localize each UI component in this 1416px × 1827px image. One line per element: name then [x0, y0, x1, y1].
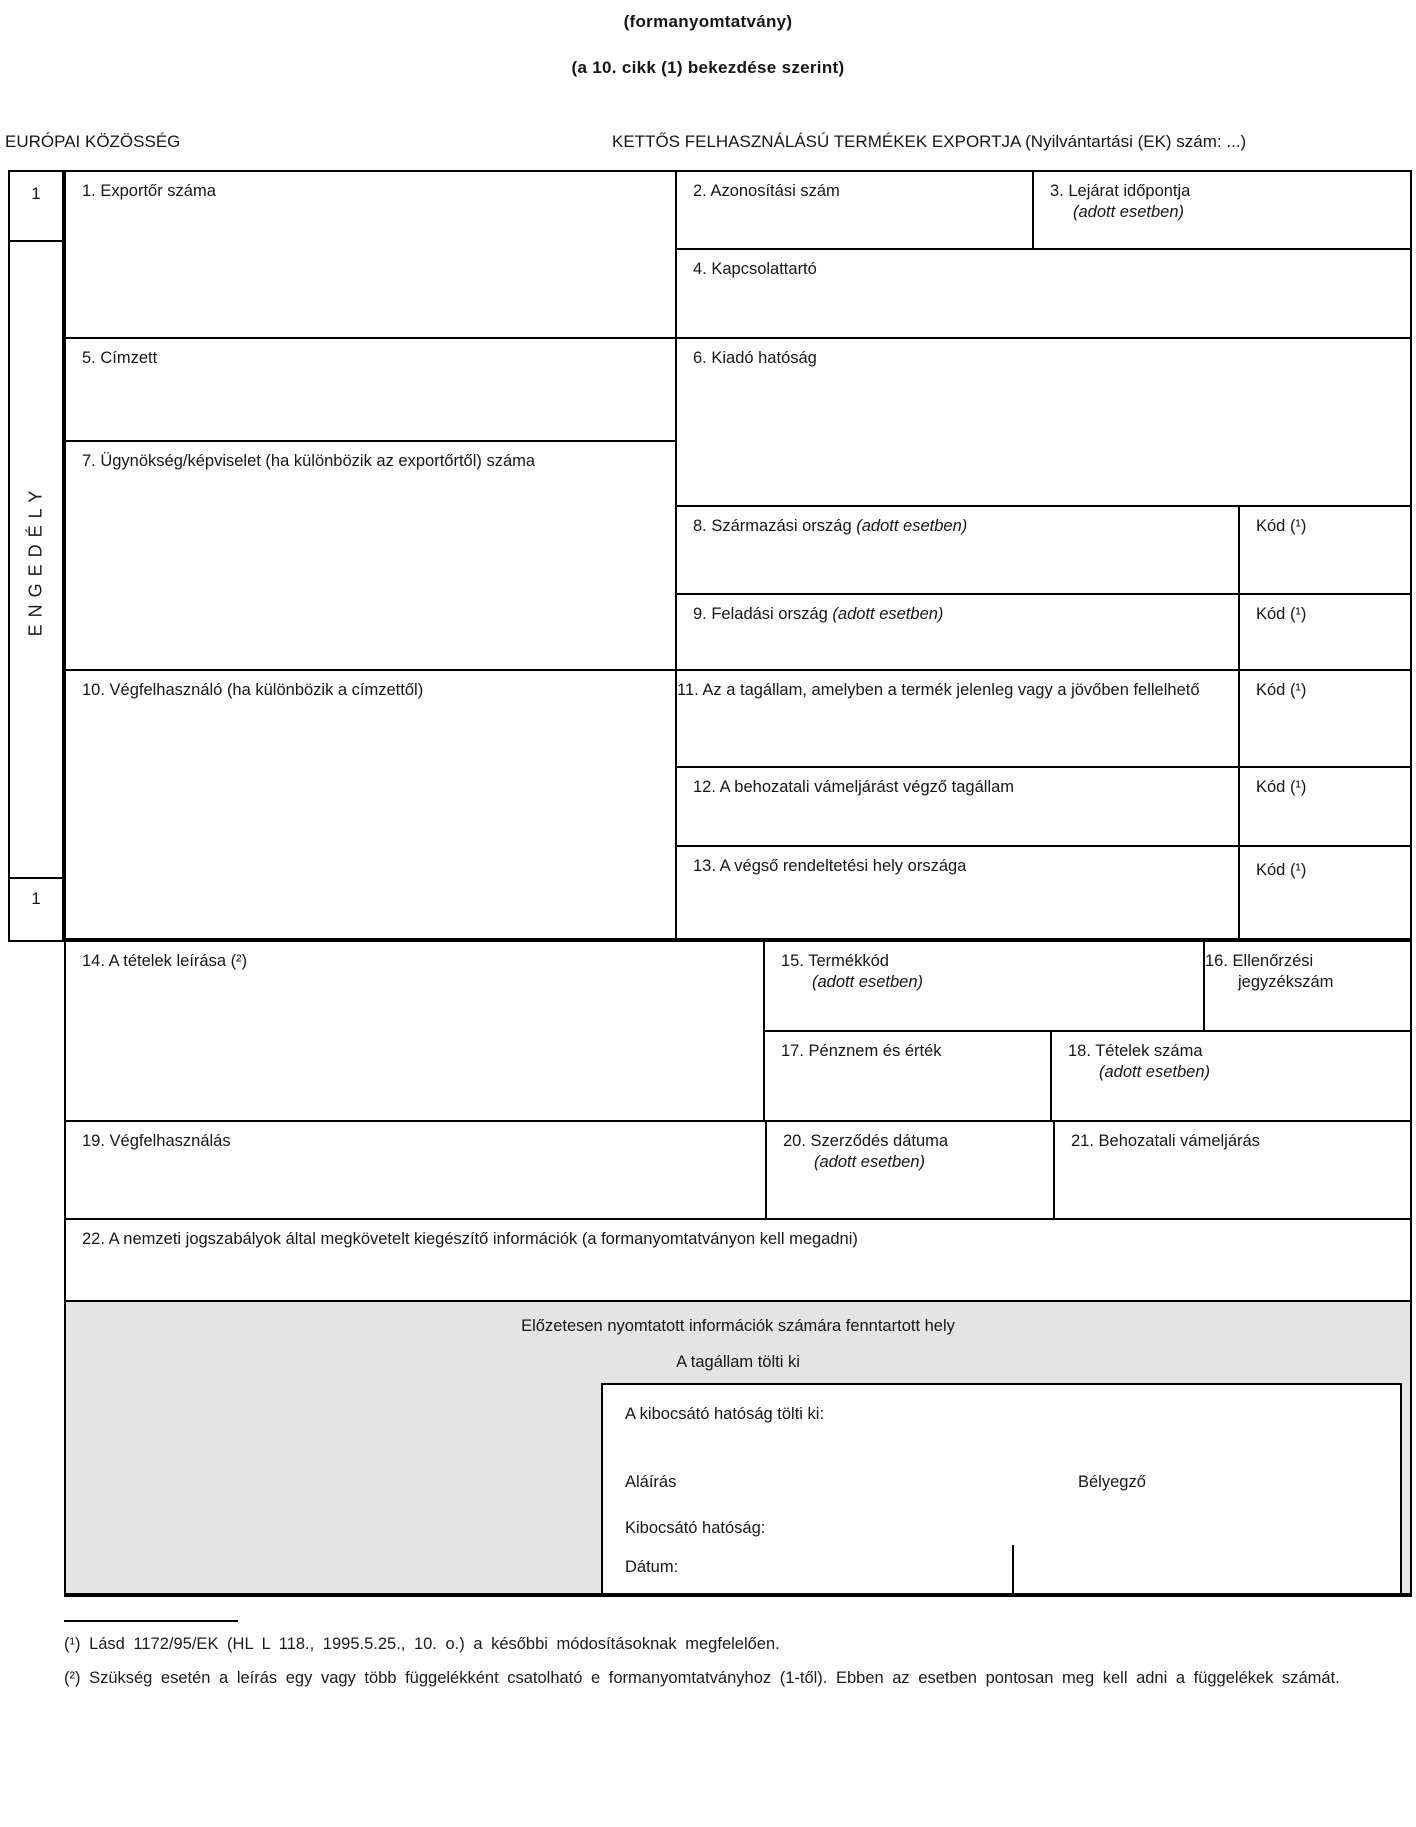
- box-11-code: [1238, 669, 1412, 768]
- stamp-label: Bélyegző: [1078, 1473, 1146, 1491]
- box-1-exporter-number: [64, 170, 677, 339]
- box-19-end-use: [64, 1120, 767, 1220]
- form-title: KETTŐS FELHASZNÁLÁSÚ TERMÉKEK EXPORTJA (Nyilvántartási (EK) szám: ...): [612, 132, 1247, 151]
- issuing-authority-label: Kibocsátó hatóság:: [625, 1519, 766, 1537]
- box-13-code: [1238, 845, 1412, 942]
- box-12-label: 12. A behozatali vámeljárást végző tagállam: [693, 778, 1015, 796]
- box-18-note: (adott esetben): [1099, 1063, 1210, 1082]
- copy-number-box-bottom: [8, 877, 64, 942]
- box-20-label: 20. Szerződés dátuma: [783, 1132, 949, 1150]
- box-3-label: 3. Lejárat időpontja: [1050, 182, 1191, 200]
- form-note-title: (formanyomtatvány): [623, 12, 793, 31]
- box-8-code: [1238, 505, 1412, 595]
- box-18-label: 18. Tételek száma: [1068, 1042, 1203, 1060]
- box-11-member-state-location: [675, 669, 1240, 768]
- box-16-control-list-number: [1203, 940, 1412, 1032]
- box-9-country-of-dispatch: [675, 593, 1240, 671]
- box-14-item-description: [64, 940, 765, 1122]
- footnotes-block: [64, 1632, 1416, 1700]
- box-4-contact-person: [675, 248, 1412, 339]
- footnote-1: (¹) Lásd 1172/95/EK (HL L 118., 1995.5.25., 10. o.) a későbbi módosításoknak megfelelően.: [64, 1635, 780, 1653]
- box-15-product-code: [763, 940, 1205, 1032]
- copy-number-top: 1: [31, 184, 41, 203]
- box-11-label: 11. Az a tagállam, amelyben a termék jelenleg vagy a jövőben fellelhető: [677, 681, 1200, 699]
- footnote-separator-rule: [64, 1620, 238, 1622]
- box-11-code-label: Kód (¹): [1256, 681, 1307, 699]
- date-label: Dátum:: [625, 1558, 679, 1576]
- box-17-label: 17. Pénznem és érték: [781, 1042, 942, 1060]
- licence-side-strip: [8, 240, 64, 879]
- box-7-label: 7. Ügynökség/képviselet (ha különbözik az exportőrtől) száma: [82, 452, 536, 470]
- box-12-code: [1238, 766, 1412, 847]
- article-reference: (a 10. cikk (1) bekezdése szerint): [571, 58, 845, 77]
- box-18-number-of-items: [1050, 1030, 1412, 1122]
- box-4-label: 4. Kapcsolattartó: [693, 260, 817, 278]
- box-13-final-destination-country: [675, 845, 1240, 942]
- issuer-title: A kibocsátó hatóság tölti ki:: [625, 1405, 825, 1423]
- copy-number-bottom: 1: [31, 889, 41, 908]
- box-13-code-label: Kód (¹): [1256, 861, 1307, 879]
- box-14-label: 14. A tételek leírása (²): [82, 952, 248, 970]
- box-16-label: 16. Ellenőrzési jegyzékszám: [1205, 952, 1334, 992]
- box-20-note: (adott esetben): [814, 1153, 925, 1172]
- box-21-import-customs-procedure: [1053, 1120, 1412, 1220]
- member-state-fills-text: A tagállam tölti ki: [676, 1353, 800, 1371]
- licence-vertical-label: ENGEDÉLY: [25, 483, 46, 636]
- footnote-2: (²) Szükség esetén a leírás egy vagy több függelékként csatolható e formanyomtatványhoz (1-től). Ebben az esetben pontosan meg kell adni a függelékek számát.: [64, 1668, 1340, 1687]
- heavy-rule-lower: [64, 1593, 1412, 1597]
- box-6-label: 6. Kiadó hatóság: [693, 349, 817, 367]
- box-13-label: 13. A végső rendeltetési hely országa: [693, 857, 967, 875]
- box-8-note: (adott esetben): [856, 517, 968, 535]
- box-3-expiry-date: [1032, 170, 1412, 250]
- box-22-label: 22. A nemzeti jogszabályok által megkövetelt kiegészítő információk (a formanyomtatványon kell megadni): [82, 1230, 858, 1248]
- box-15-label: 15. Termékkód: [781, 952, 889, 970]
- box-7-agent-representative: [64, 440, 677, 671]
- box-5-consignee: [64, 337, 677, 442]
- box-9-note: (adott esetben): [832, 605, 944, 623]
- box-10-label: 10. Végfelhasználó (ha különbözik a címzettől): [82, 681, 424, 699]
- box-8-country-of-origin: [675, 505, 1240, 595]
- box-5-label: 5. Címzett: [82, 349, 158, 367]
- box-3-note: (adott esetben): [1073, 203, 1184, 222]
- box-22-additional-information: [64, 1218, 1412, 1302]
- preprinted-reserved-text: Előzetesen nyomtatott információk számára fenntartott hely: [521, 1317, 955, 1335]
- box-12-import-customs-member-state: [675, 766, 1240, 847]
- box-9-code-label: Kód (¹): [1256, 605, 1307, 623]
- box-9-code: [1238, 593, 1412, 671]
- box-15-note: (adott esetben): [812, 973, 923, 992]
- signature-label: Aláírás: [625, 1473, 677, 1491]
- box-21-label: 21. Behozatali vámeljárás: [1071, 1132, 1260, 1150]
- box-20-contract-date: [765, 1120, 1055, 1220]
- box-17-currency-and-value: [763, 1030, 1052, 1122]
- box-10-end-user: [64, 669, 677, 942]
- box-1-label: 1. Exportőr száma: [82, 182, 216, 200]
- community-label: EURÓPAI KÖZÖSSÉG: [5, 132, 181, 151]
- box-12-code-label: Kód (¹): [1256, 778, 1307, 796]
- box-2-label: 2. Azonosítási szám: [693, 182, 840, 200]
- box-2-identification-number: [675, 170, 1034, 250]
- date-divider-line: [1012, 1545, 1014, 1596]
- box-8-code-label: Kód (¹): [1256, 517, 1307, 535]
- issuing-authority-box: [601, 1383, 1402, 1596]
- box-9-label: 9. Feladási ország: [693, 605, 828, 623]
- heavy-rule-upper: [64, 938, 1412, 942]
- box-19-label: 19. Végfelhasználás: [82, 1132, 231, 1150]
- copy-number-box-top: [8, 170, 64, 242]
- box-6-issuing-authority: [675, 337, 1412, 507]
- box-8-label: 8. Származási ország: [693, 517, 852, 535]
